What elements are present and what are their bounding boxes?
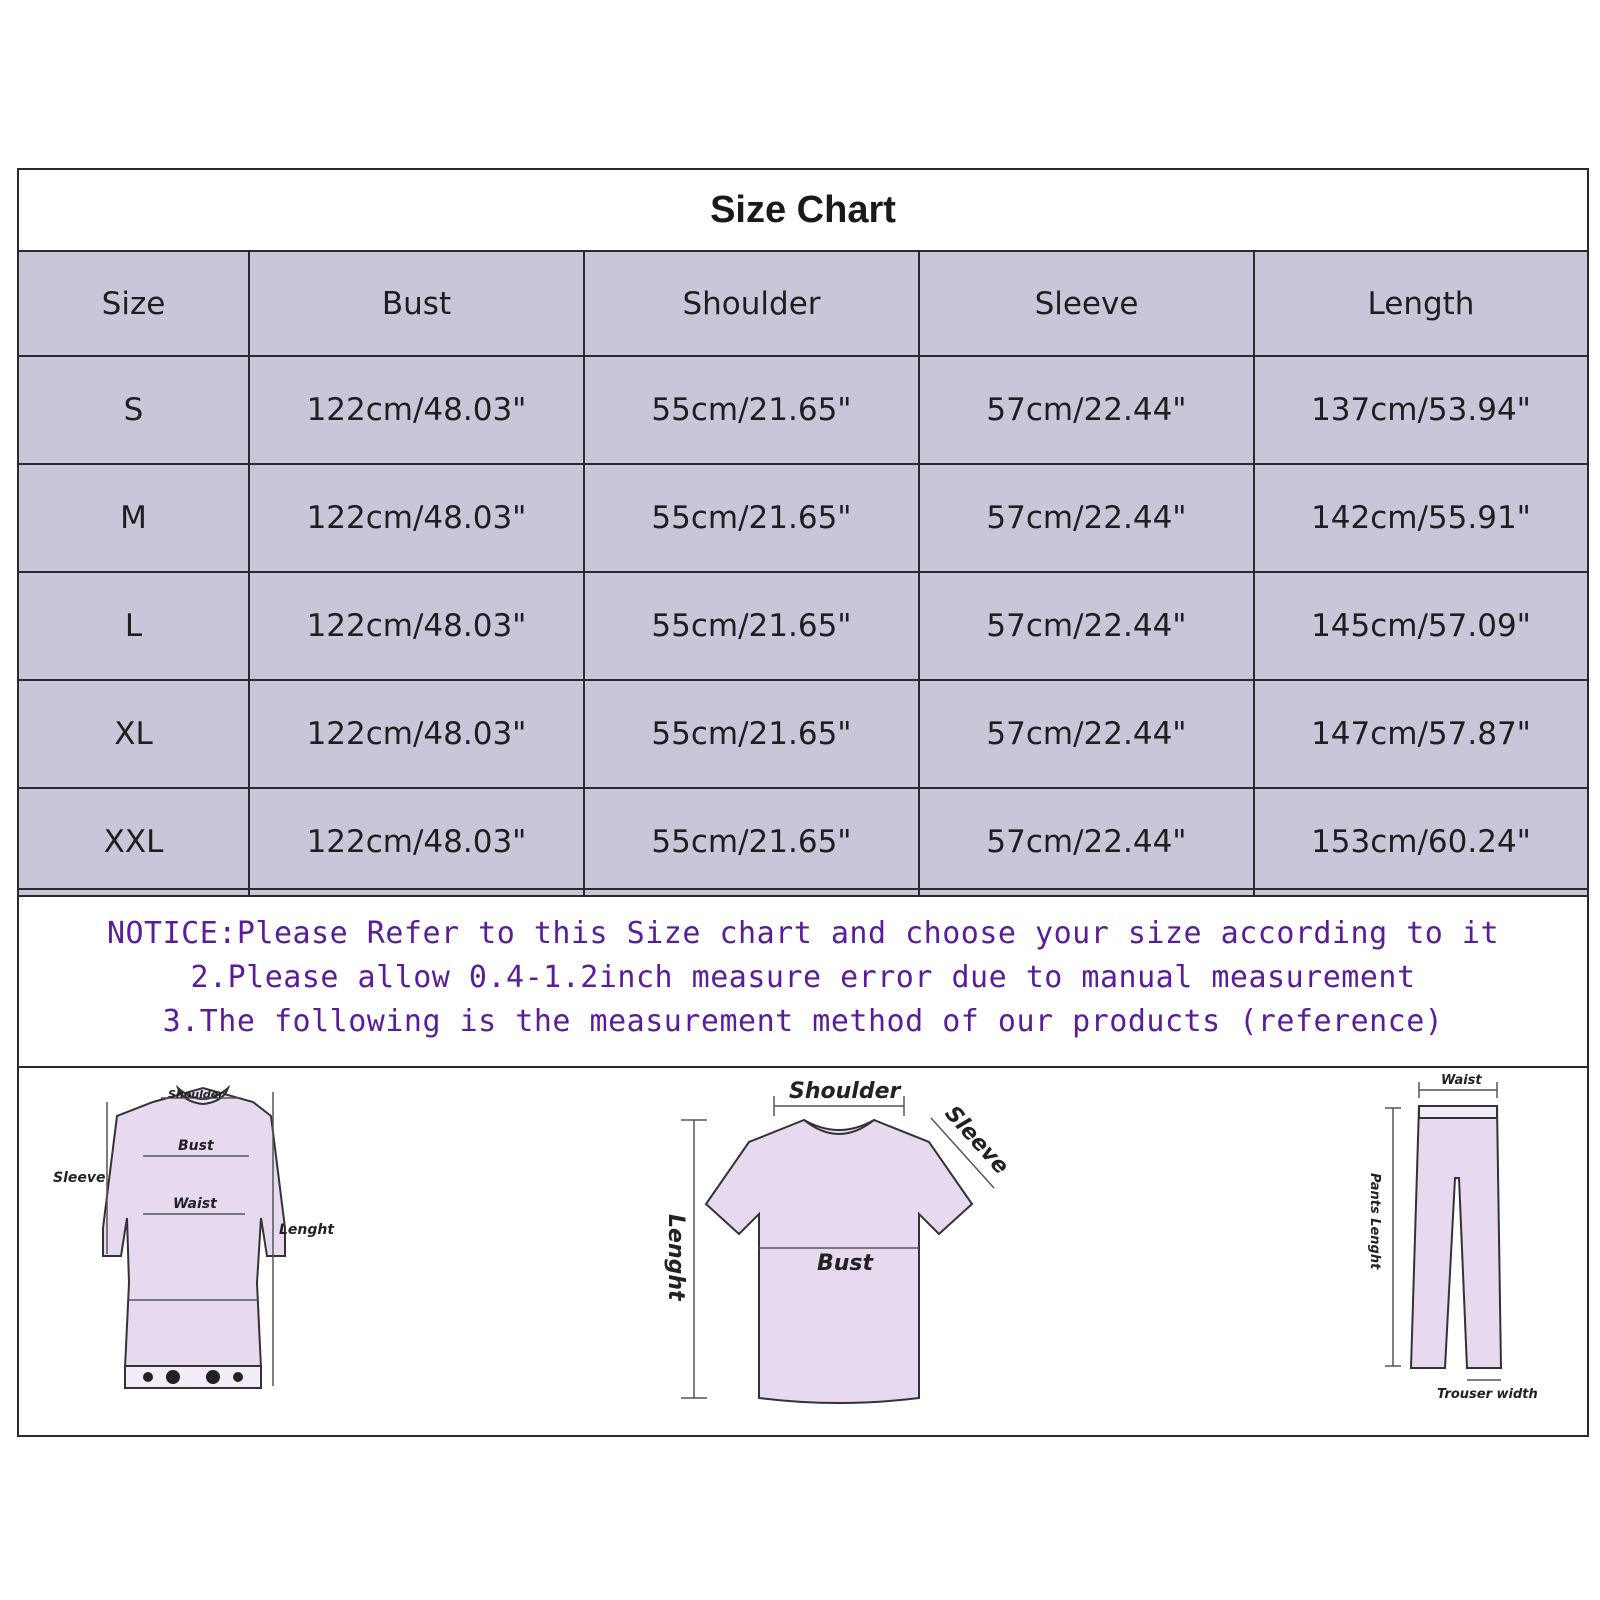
cell-bust: 122cm/48.03" [249, 680, 584, 788]
pants-length-label: Pants Lenght [1367, 1173, 1382, 1270]
cell-sleeve: 57cm/22.44" [919, 356, 1254, 464]
cell-sleeve: 57cm/22.44" [919, 788, 1254, 896]
dress-waist-label: Waist [173, 1196, 217, 1212]
header-length: Length [1254, 252, 1587, 356]
table-row [19, 572, 1587, 680]
cell-length: 147cm/57.87" [1254, 680, 1587, 788]
table-row [19, 680, 1587, 788]
title-row [19, 170, 1587, 252]
tshirt-diagram [639, 1068, 1039, 1437]
measurement-illustrations [19, 1068, 1587, 1437]
pants-diagram [1329, 1068, 1579, 1437]
cell-sleeve: 57cm/22.44" [919, 572, 1254, 680]
cell-sleeve: 57cm/22.44" [919, 464, 1254, 572]
tshirt-shoulder-label: Shoulder [789, 1079, 901, 1104]
cell-bust: 122cm/48.03" [249, 464, 584, 572]
cell-shoulder: 55cm/21.65" [584, 464, 919, 572]
size-chart-frame [17, 168, 1589, 1437]
header-row [19, 252, 1587, 356]
chart-title: Size Chart [710, 188, 896, 231]
header-bust: Bust [249, 252, 584, 356]
dress-bust-label: Bust [178, 1138, 214, 1154]
dress-length-label: Lenght [279, 1222, 335, 1238]
tshirt-sleeve-label: Sleeve [939, 1101, 1014, 1180]
header-shoulder: Shoulder [584, 252, 919, 356]
cell-shoulder: 55cm/21.65" [584, 788, 919, 896]
cell-shoulder: 55cm/21.65" [584, 572, 919, 680]
size-table [19, 252, 1587, 897]
cell-length: 142cm/55.91" [1254, 464, 1587, 572]
dress-shoulder-label: Shoulder [168, 1088, 224, 1101]
cell-size: XL [19, 680, 249, 788]
cell-shoulder: 55cm/21.65" [584, 680, 919, 788]
notice-line: 2.Please allow 0.4-1.2inch measure error due to manual measurement [190, 960, 1416, 995]
dress-sleeve-label: Sleeve [53, 1170, 106, 1186]
cell-size: XXL [19, 788, 249, 896]
cell-bust: 122cm/48.03" [249, 572, 584, 680]
cell-length: 145cm/57.09" [1254, 572, 1587, 680]
notice-line: 3.The following is the measurement method of our products (reference) [162, 1004, 1444, 1039]
notice-line: NOTICE:Please Refer to this Size chart and choose your size according to it [106, 916, 1500, 951]
cell-bust: 122cm/48.03" [249, 788, 584, 896]
cell-length: 153cm/60.24" [1254, 788, 1587, 896]
cell-sleeve: 57cm/22.44" [919, 680, 1254, 788]
table-row [19, 464, 1587, 572]
pants-waist-label: Waist [1441, 1073, 1482, 1088]
table-row [19, 788, 1587, 896]
cell-bust: 122cm/48.03" [249, 356, 584, 464]
pants-trouser-width-label: Trouser width [1437, 1387, 1538, 1402]
cell-length: 137cm/53.94" [1254, 356, 1587, 464]
dress-diagram [33, 1068, 353, 1437]
header-size: Size [19, 252, 249, 356]
cell-size: S [19, 356, 249, 464]
header-sleeve: Sleeve [919, 252, 1254, 356]
cell-size: M [19, 464, 249, 572]
tshirt-bust-label: Bust [817, 1251, 874, 1276]
cell-size: L [19, 572, 249, 680]
cell-shoulder: 55cm/21.65" [584, 356, 919, 464]
notice-box [19, 888, 1587, 1068]
tshirt-length-label: Lenght [663, 1214, 688, 1301]
table-row [19, 356, 1587, 464]
